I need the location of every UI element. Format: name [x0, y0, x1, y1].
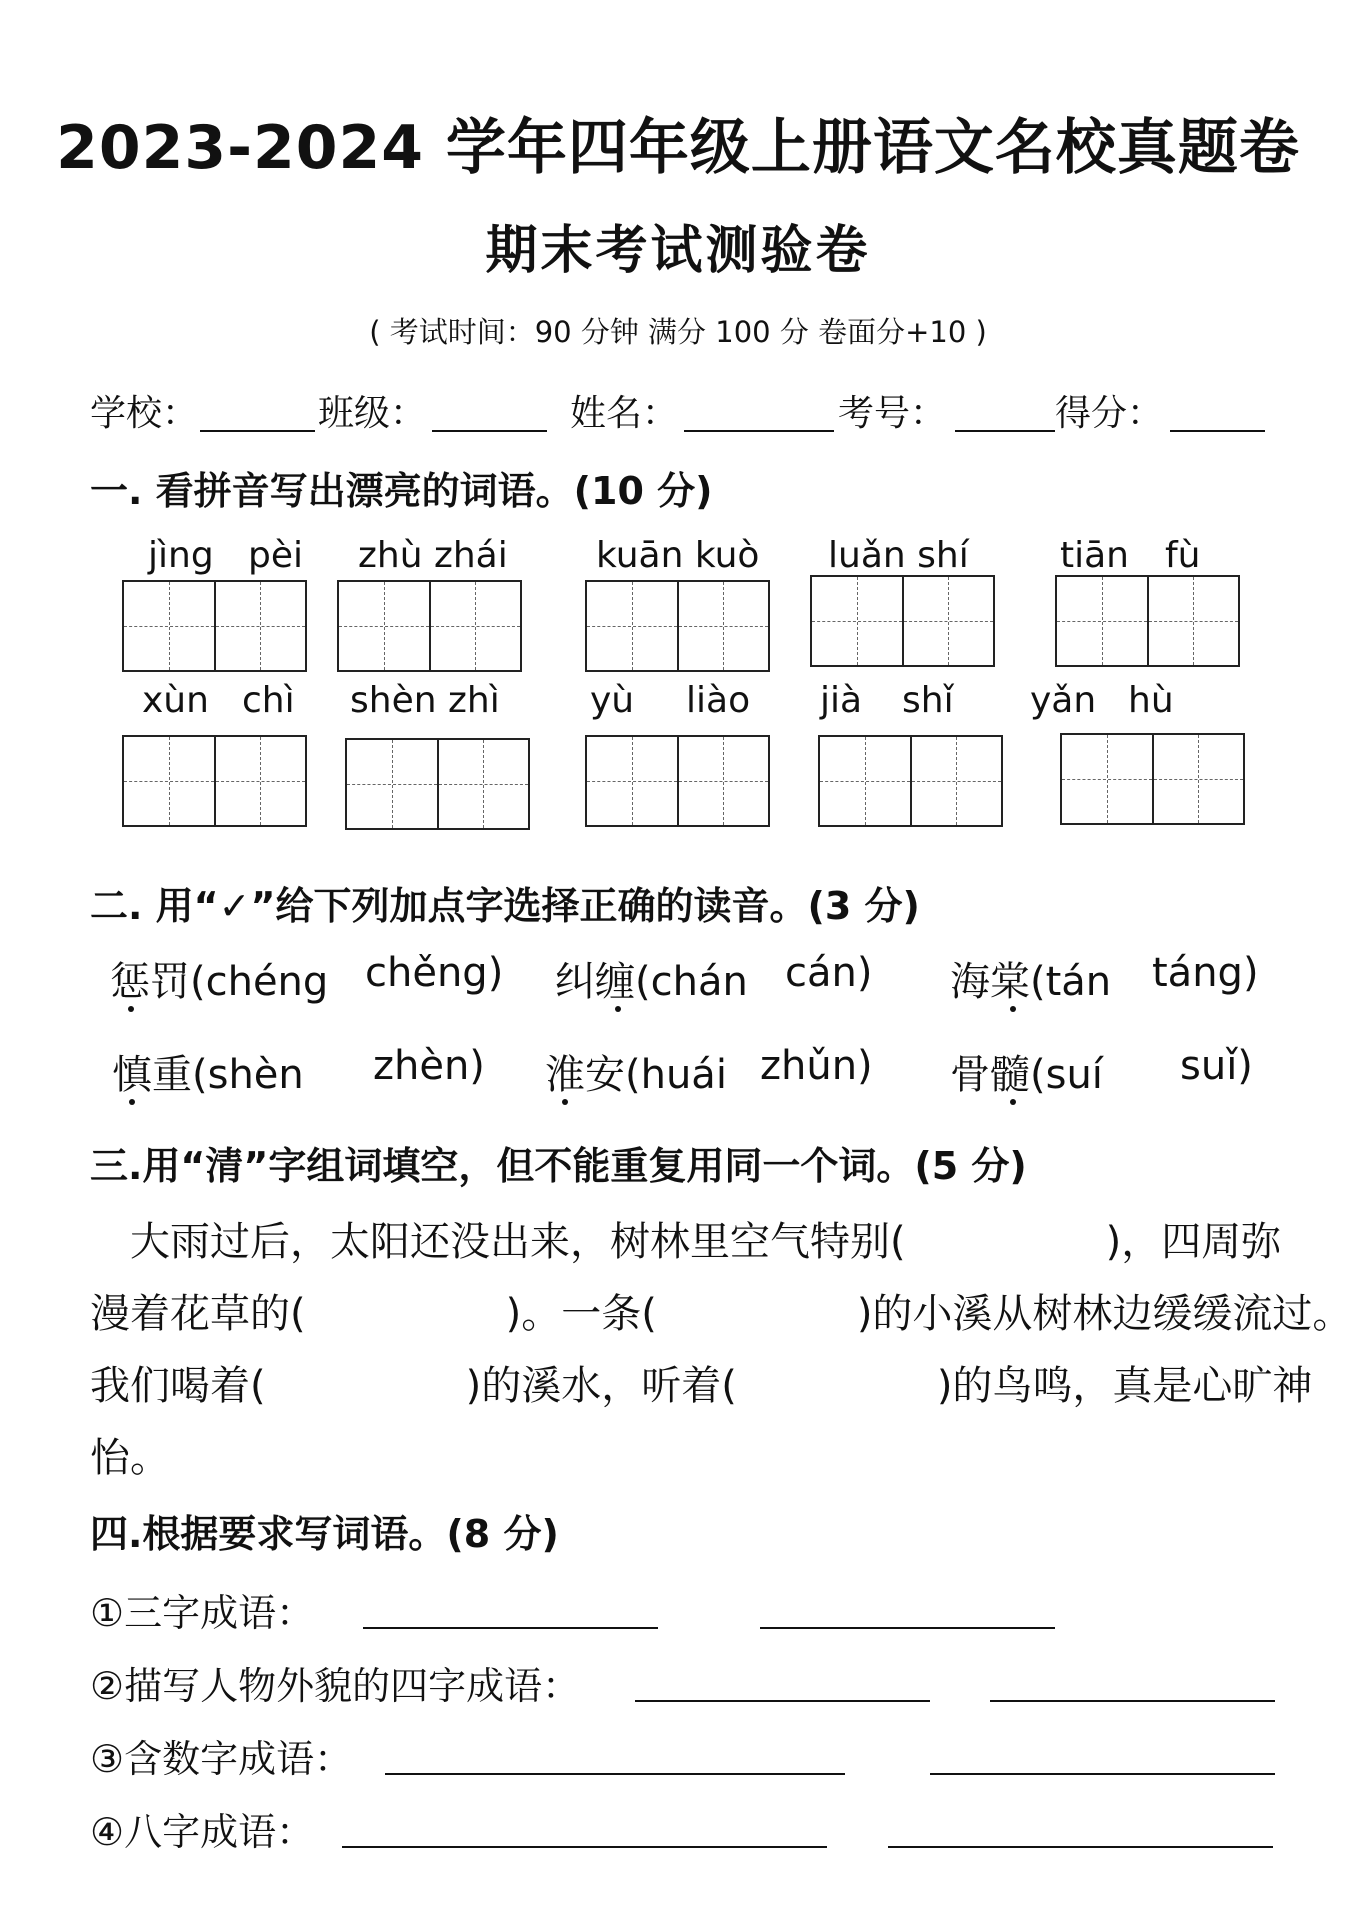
writing-box[interactable]	[122, 580, 307, 672]
reading-option[interactable]: suǐ)	[1180, 1043, 1253, 1089]
paragraph-line: 漫着花草的( )。一条( )的小溪从树林边缓缓流过。	[90, 1291, 1353, 1337]
reading-option[interactable]: zhǔn)	[760, 1043, 873, 1089]
page-title: 2023-2024 学年四年级上册语文名校真题卷	[56, 113, 1300, 183]
answer-blank[interactable]	[363, 1627, 658, 1629]
writing-box[interactable]	[337, 580, 522, 672]
pinyin: yù	[590, 680, 635, 721]
number-blank[interactable]	[955, 430, 1055, 432]
exam-info: ( 考试时间：90 分钟 满分 100 分 卷面分+10 )	[369, 315, 987, 349]
pinyin: xùn	[142, 680, 209, 721]
answer-blank[interactable]	[385, 1773, 845, 1775]
idiom-prompt: ①三字成语：	[90, 1591, 315, 1635]
idiom-prompt: ④八字成语：	[90, 1810, 315, 1854]
answer-blank[interactable]	[635, 1700, 930, 1702]
writing-box[interactable]	[1055, 575, 1240, 667]
writing-box[interactable]	[810, 575, 995, 667]
reading-option[interactable]: 海棠(tán	[950, 959, 1112, 1005]
pinyin: chì	[242, 680, 295, 721]
answer-blank[interactable]	[760, 1627, 1055, 1629]
reading-option[interactable]: chěng)	[365, 950, 504, 996]
emphasis-dot	[1010, 1006, 1016, 1012]
section3-heading: 三.用“清”字组词填空，但不能重复用同一个词。(5 分)	[90, 1144, 1027, 1188]
answer-blank[interactable]	[342, 1846, 827, 1848]
emphasis-dot	[1010, 1099, 1016, 1105]
pinyin: fù	[1165, 535, 1201, 576]
pinyin: jìng	[148, 535, 214, 576]
writing-box[interactable]	[585, 580, 770, 672]
score-blank[interactable]	[1170, 430, 1265, 432]
pinyin: tiān	[1060, 535, 1129, 576]
school-blank[interactable]	[200, 430, 315, 432]
paragraph-line: 怡。	[90, 1435, 170, 1481]
writing-box[interactable]	[585, 735, 770, 827]
emphasis-dot	[129, 1099, 135, 1105]
pinyin: shèn zhì	[350, 680, 500, 721]
reading-option[interactable]: cán)	[785, 950, 873, 996]
paragraph-line: 大雨过后，太阳还没出来，树林里空气特别( )，四周弥	[90, 1219, 1282, 1265]
school-label: 学校：	[90, 393, 199, 434]
section4-heading: 四.根据要求写词语。(8 分)	[90, 1512, 559, 1556]
pinyin: jià	[820, 680, 863, 721]
pinyin: kuān kuò	[596, 535, 760, 576]
answer-blank[interactable]	[888, 1846, 1273, 1848]
pinyin: liào	[686, 680, 751, 721]
pinyin: yǎn	[1030, 680, 1097, 721]
emphasis-dot	[128, 1006, 134, 1012]
class-blank[interactable]	[432, 430, 547, 432]
pinyin: hù	[1128, 680, 1174, 721]
class-label: 班级：	[318, 393, 427, 434]
pinyin: zhù zhái	[358, 535, 508, 576]
page-subtitle: 期末考试测验卷	[485, 221, 871, 281]
writing-box[interactable]	[1060, 733, 1245, 825]
emphasis-dot	[615, 1006, 621, 1012]
reading-option[interactable]: 慎重(shèn	[112, 1052, 304, 1098]
reading-option[interactable]: 淮安(huái	[545, 1052, 727, 1098]
answer-blank[interactable]	[990, 1700, 1275, 1702]
name-label: 姓名：	[570, 393, 679, 434]
answer-blank[interactable]	[930, 1773, 1275, 1775]
writing-box[interactable]	[122, 735, 307, 827]
paragraph-line: 我们喝着( )的溪水，听着( )的鸟鸣，真是心旷神	[90, 1363, 1313, 1409]
reading-option[interactable]: 骨髓(suí	[950, 1052, 1103, 1098]
pinyin: pèi	[248, 535, 304, 576]
name-blank[interactable]	[684, 430, 834, 432]
section2-heading: 二. 用“✓”给下列加点字选择正确的读音。(3 分)	[90, 884, 920, 928]
emphasis-dot	[562, 1099, 568, 1105]
idiom-prompt: ②描写人物外貌的四字成语：	[90, 1664, 581, 1708]
reading-option[interactable]: zhèn)	[373, 1043, 485, 1089]
idiom-prompt: ③含数字成语：	[90, 1737, 353, 1781]
section1-heading: 一. 看拼音写出漂亮的词语。(10 分)	[90, 469, 713, 513]
pinyin: shǐ	[902, 680, 954, 721]
writing-box[interactable]	[345, 738, 530, 830]
writing-box[interactable]	[818, 735, 1003, 827]
reading-option[interactable]: 纠缠(chán	[555, 959, 748, 1005]
reading-option[interactable]: táng)	[1152, 950, 1259, 996]
pinyin: luǎn shí	[828, 535, 969, 576]
number-label: 考号：	[838, 393, 947, 434]
score-label: 得分：	[1055, 393, 1164, 434]
reading-option[interactable]: 惩罚(chéng	[110, 959, 329, 1005]
